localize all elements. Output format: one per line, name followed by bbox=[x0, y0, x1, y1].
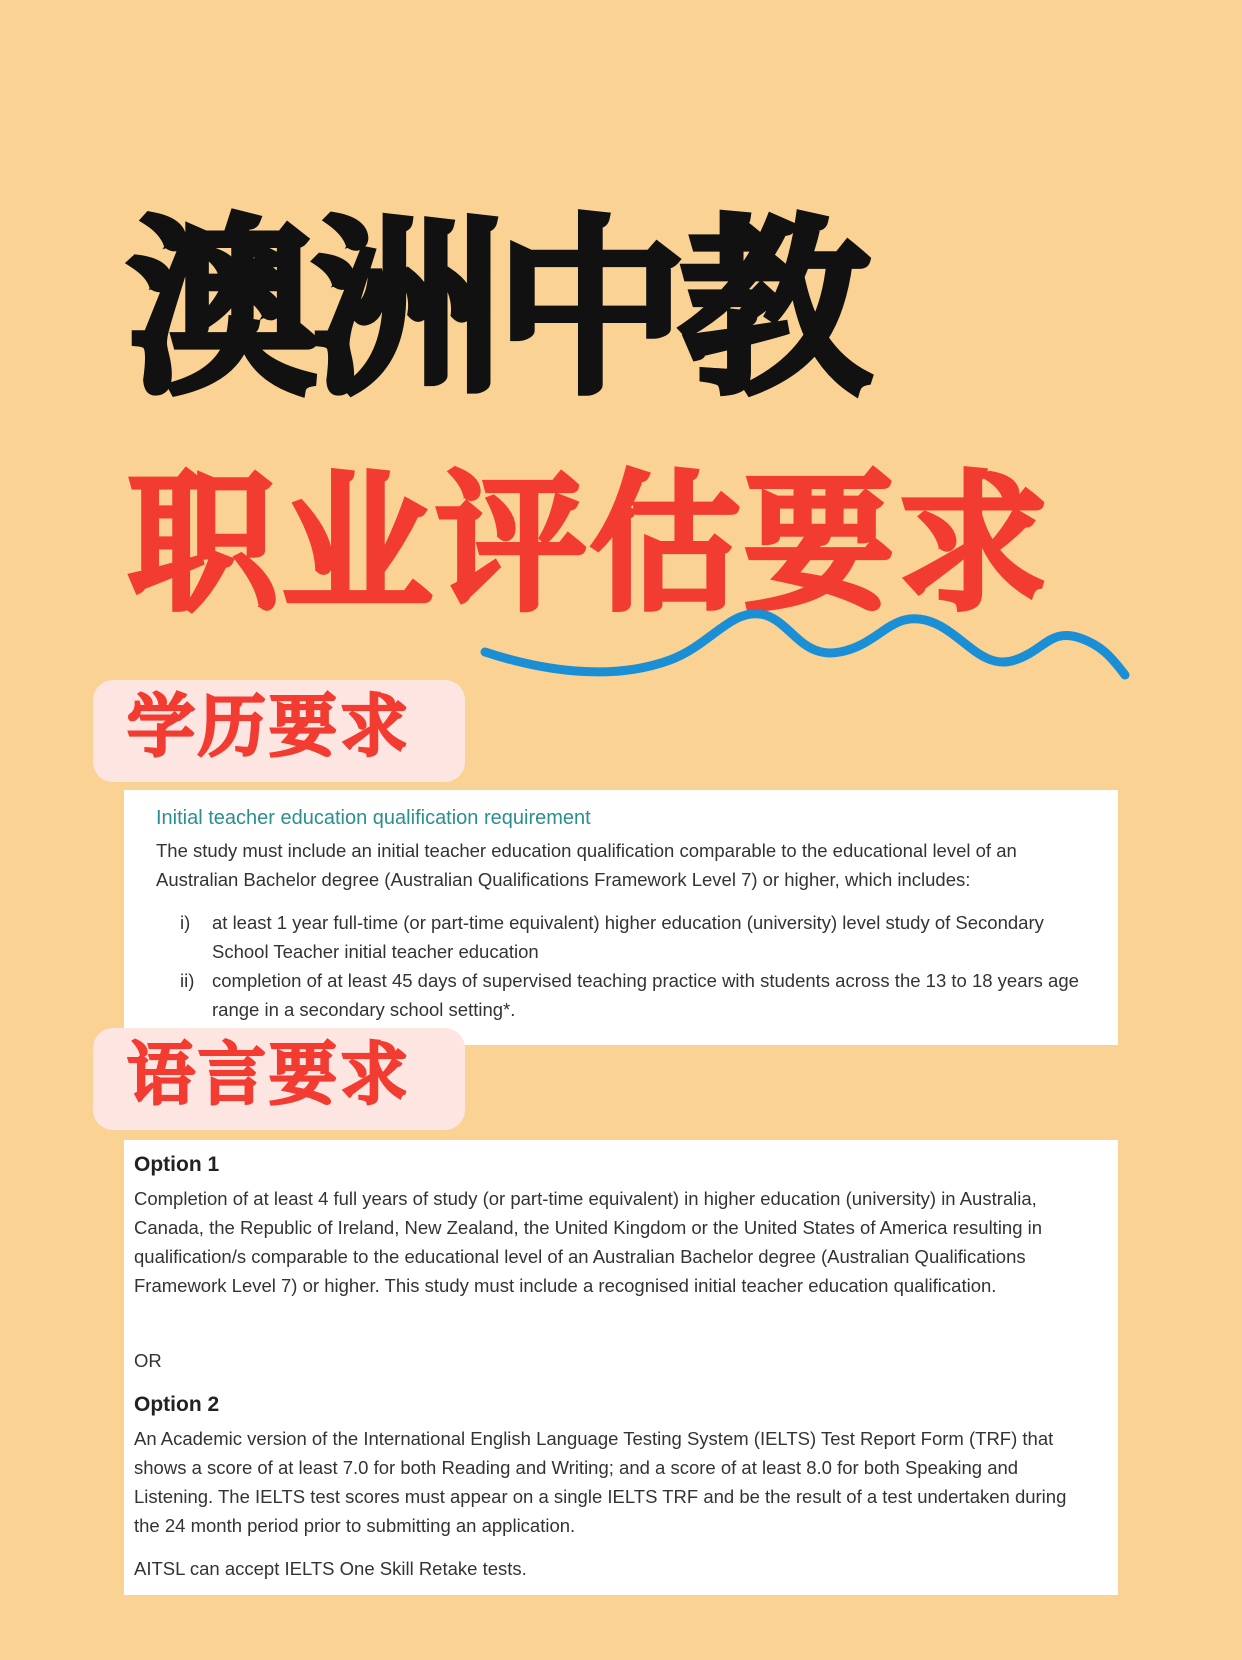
option2-title: Option 2 bbox=[134, 1393, 220, 1416]
language-requirement-card bbox=[124, 1140, 1118, 1595]
option1-text: Completion of at least 4 full years of study (or part-time equivalent) in higher education (university) in Australia, Canada, the Republic of Ireland, New Zealand, the United Kingdom or the United States of America resulting in qualification/s comparable to the educational level of an Australian Bachelor degree (Australian Qualifications Framework Level 7) or higher. This study must include a recognised initial teacher education qualification. bbox=[134, 1188, 1043, 1296]
education-card-heading: Initial teacher education qualification requirement bbox=[156, 807, 591, 829]
wave-underline-decoration bbox=[470, 600, 1130, 700]
list-item-number: ii) bbox=[180, 970, 195, 991]
page-subtitle: 职业评估要求 bbox=[128, 458, 1053, 632]
option1-title: Option 1 bbox=[134, 1153, 220, 1176]
list-item-number: i) bbox=[180, 912, 191, 933]
education-requirement-list bbox=[156, 908, 1091, 1024]
education-requirement-card bbox=[124, 790, 1118, 1045]
page-title: 澳洲中教 bbox=[128, 199, 865, 420]
list-item-text: at least 1 year full-time (or part-time equivalent) higher education (university) level study of Secondary School Teacher initial teacher education bbox=[212, 912, 1044, 962]
language-section-label-text: 语言要求 bbox=[127, 1036, 412, 1115]
language-section-label bbox=[93, 1028, 465, 1130]
list-item bbox=[156, 908, 1091, 966]
list-item bbox=[156, 966, 1091, 1024]
education-section-label bbox=[93, 680, 465, 782]
list-item-text: completion of at least 45 days of supervised teaching practice with students across the 13 to 18 years age range in a secondary school setting*. bbox=[212, 970, 1079, 1020]
education-card-intro: The study must include an initial teacher education qualification comparable to the educational level of an Australian Bachelor degree (Australian Qualifications Framework Level 7) or higher, which includes: bbox=[156, 840, 1017, 890]
education-section-label-text: 学历要求 bbox=[127, 688, 412, 767]
or-text: OR bbox=[134, 1350, 162, 1371]
option2-text: An Academic version of the International English Language Testing System (IELTS) Test Report Form (TRF) that shows a score of at least 7.0 for both Reading and Writing; and a score of at least 8.0 for both Speaking and Listening. The IELTS test scores must appear on a single IELTS TRF and be the result of a test undertaken during the 24 month period prior to submitting an application. bbox=[134, 1428, 1067, 1536]
language-card-footer: AITSL can accept IELTS One Skill Retake tests. bbox=[134, 1558, 527, 1579]
